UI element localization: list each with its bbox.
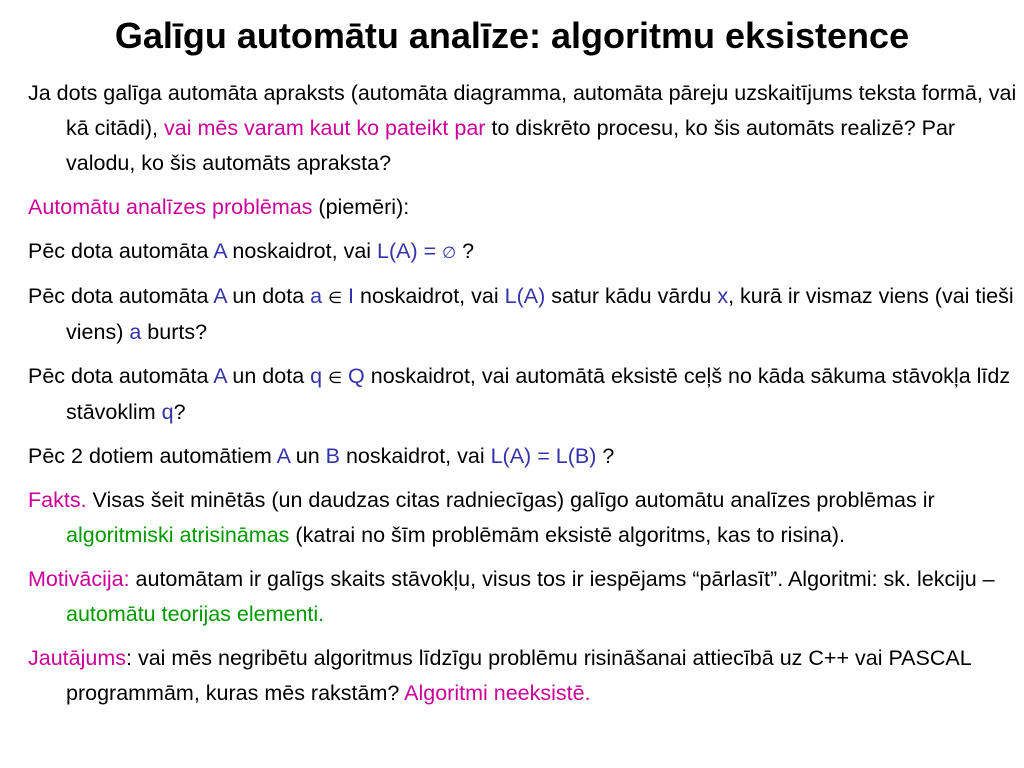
text: , kurā ir vismaz viens (vai tieši viens) [66, 284, 1014, 344]
text: burts? [147, 320, 208, 344]
automaton-B: B [325, 444, 340, 468]
paragraph-reachability [28, 359, 1018, 430]
automaton-A: A [276, 444, 290, 468]
text: noskaidrot, vai [359, 284, 499, 308]
text: (katrai no šīm problēmām eksistē algoritms, kas to risina). [295, 523, 846, 547]
text: satur kādu vārdu [551, 284, 712, 308]
state-set-Q: Q [348, 364, 365, 388]
text: noskaidrot, vai automātā eksistē ceļš no kāda sākuma stāvokļa līdz stāvoklim [66, 364, 1011, 424]
paragraph-equivalence [28, 439, 1018, 474]
motivation-label: Motivācija: [28, 567, 130, 591]
paragraph-intro [28, 76, 1018, 181]
problems-heading-note: (piemēri): [318, 195, 410, 219]
state-q: q [161, 400, 174, 424]
language-LA: L(A) [490, 444, 532, 468]
paragraph-problems-heading [28, 190, 1018, 225]
text: un [295, 444, 320, 468]
element-of-symbol: ∈ [328, 288, 343, 307]
paragraph-motivation [28, 562, 1018, 632]
answer-highlight: Algoritmi neeksistē. [404, 681, 591, 705]
intro-text-1: Ja dots galīga automāta apraksts (automāta diagramma, automāta pāreju uzskaitījums teksta formā, vai kā citādi), [28, 81, 1017, 140]
element-of-symbol: ∈ [328, 368, 343, 387]
paragraph-fact [28, 483, 1018, 553]
text: un dota [232, 284, 305, 308]
language-LA: L(A) [377, 239, 418, 263]
alphabet-I: I [348, 284, 354, 308]
text: Pēc dota automāta [28, 364, 209, 388]
text: Pēc dota automāta [28, 284, 209, 308]
automaton-A: A [213, 364, 227, 388]
text: ? [173, 400, 186, 424]
equals-sign: = [423, 239, 437, 263]
language-LA: L(A) [504, 284, 546, 308]
intro-highlight: vai mēs varam kaut ko pateikt par [164, 116, 486, 140]
text: : vai mēs negribētu algoritmus līdzīgu problēmu risināšanai attiecībā uz C++ vai PASCAL programmām, kuras mēs rakstām? [66, 646, 971, 705]
automaton-A: A [213, 239, 227, 263]
text: un dota [232, 364, 305, 388]
paragraph-question [28, 641, 1018, 711]
lecture-reference: automātu teorijas elementi. [66, 602, 325, 626]
empty-set-symbol: ∅ [442, 243, 457, 262]
intro-text-2: to diskrēto procesu, ko šis automāts realizē? Par valodu, ko šis automāts apraksta? [66, 116, 956, 175]
text: noskaidrot, vai [232, 239, 372, 263]
question-mark: ? [462, 239, 475, 263]
fact-highlight: algoritmiski atrisināmas [66, 523, 290, 547]
slide-body [28, 76, 1018, 720]
text: Pēc 2 dotiem automātiem [28, 444, 272, 468]
paragraph-emptiness [28, 234, 1018, 270]
paragraph-letter [28, 279, 1018, 350]
text: noskaidrot, vai [345, 444, 485, 468]
question-label: Jautājums [28, 646, 126, 670]
language-LB: L(B) [555, 444, 597, 468]
text: Visas šeit minētās (un daudzas citas radniecīgas) galīgo automātu analīzes problēmas ir [92, 488, 935, 512]
word-x: x [717, 284, 729, 308]
state-q: q [310, 364, 323, 388]
text: Pēc dota automāta [28, 239, 209, 263]
equals-sign: = [537, 444, 550, 468]
fact-label: Fakts. [28, 488, 87, 512]
automaton-A: A [213, 284, 227, 308]
letter-a: a [310, 284, 323, 308]
text: automātam ir galīgs skaits stāvokļu, visus tos ir iespējams “pārlasīt”. Algoritmi: sk. lekciju – [135, 567, 995, 591]
problems-heading: Automātu analīzes problēmas [28, 195, 313, 219]
text: ? [602, 444, 615, 468]
slide-title: Galīgu automātu analīze: algoritmu eksistence [114, 15, 910, 56]
letter-a: a [129, 320, 142, 344]
